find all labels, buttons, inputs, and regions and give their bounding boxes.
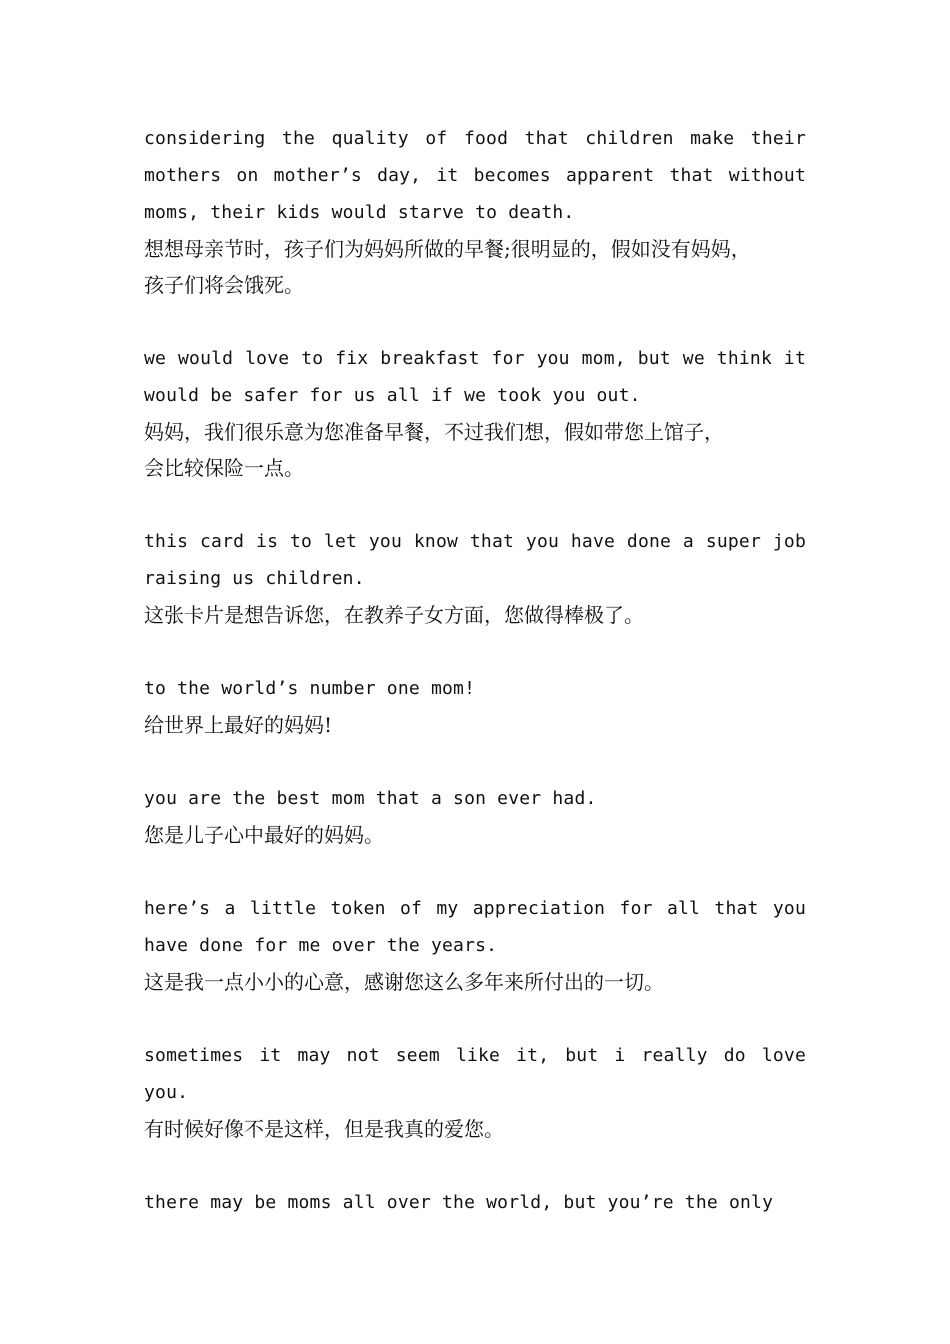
chinese-text: 给世界上最好的妈妈! <box>144 713 333 737</box>
english-text: we would love to fix breakfast for you mom, but we think it would be safer for us all if we took you out. <box>144 348 806 406</box>
chinese-text: 有时候好像不是这样，但是我真的爱您。 <box>144 1117 504 1141</box>
english-text: here’s a little token of my appreciation for all that you have done for me over the years. <box>144 898 806 956</box>
chinese-text: 妈妈，我们很乐意为您准备早餐，不过我们想，假如带您上馆子， <box>144 420 724 444</box>
entry <box>144 670 806 743</box>
entry <box>144 890 806 1000</box>
chinese-text: 孩子们将会饿死。 <box>144 273 304 297</box>
english-text: this card is to let you know that you have done a super job raising us children. <box>144 531 806 589</box>
document-body <box>144 120 806 1258</box>
entry <box>144 1037 806 1147</box>
entry <box>144 1184 806 1221</box>
chinese-text: 这张卡片是想告诉您，在教养子女方面，您做得棒极了。 <box>144 603 644 627</box>
english-text: to the world’s number one mom! <box>144 678 476 699</box>
entry <box>144 120 806 303</box>
english-text: there may be moms all over the world, but you’re the only <box>144 1192 774 1213</box>
chinese-text: 这是我一点小小的心意，感谢您这么多年来所付出的一切。 <box>144 970 664 994</box>
chinese-text: 会比较保险一点。 <box>144 456 304 480</box>
english-text: sometimes it may not seem like it, but i really do love you. <box>144 1045 806 1103</box>
chinese-text: 想想母亲节时，孩子们为妈妈所做的早餐;很明显的，假如没有妈妈， <box>144 237 751 261</box>
english-text: considering the quality of food that children make their mothers on mother’s day, it becomes apparent that without moms, their kids would starve to death. <box>144 128 806 223</box>
chinese-text: 您是儿子心中最好的妈妈。 <box>144 823 384 847</box>
entry <box>144 340 806 486</box>
entry <box>144 523 806 633</box>
english-text: you are the best mom that a son ever had. <box>144 788 597 809</box>
entry <box>144 780 806 853</box>
